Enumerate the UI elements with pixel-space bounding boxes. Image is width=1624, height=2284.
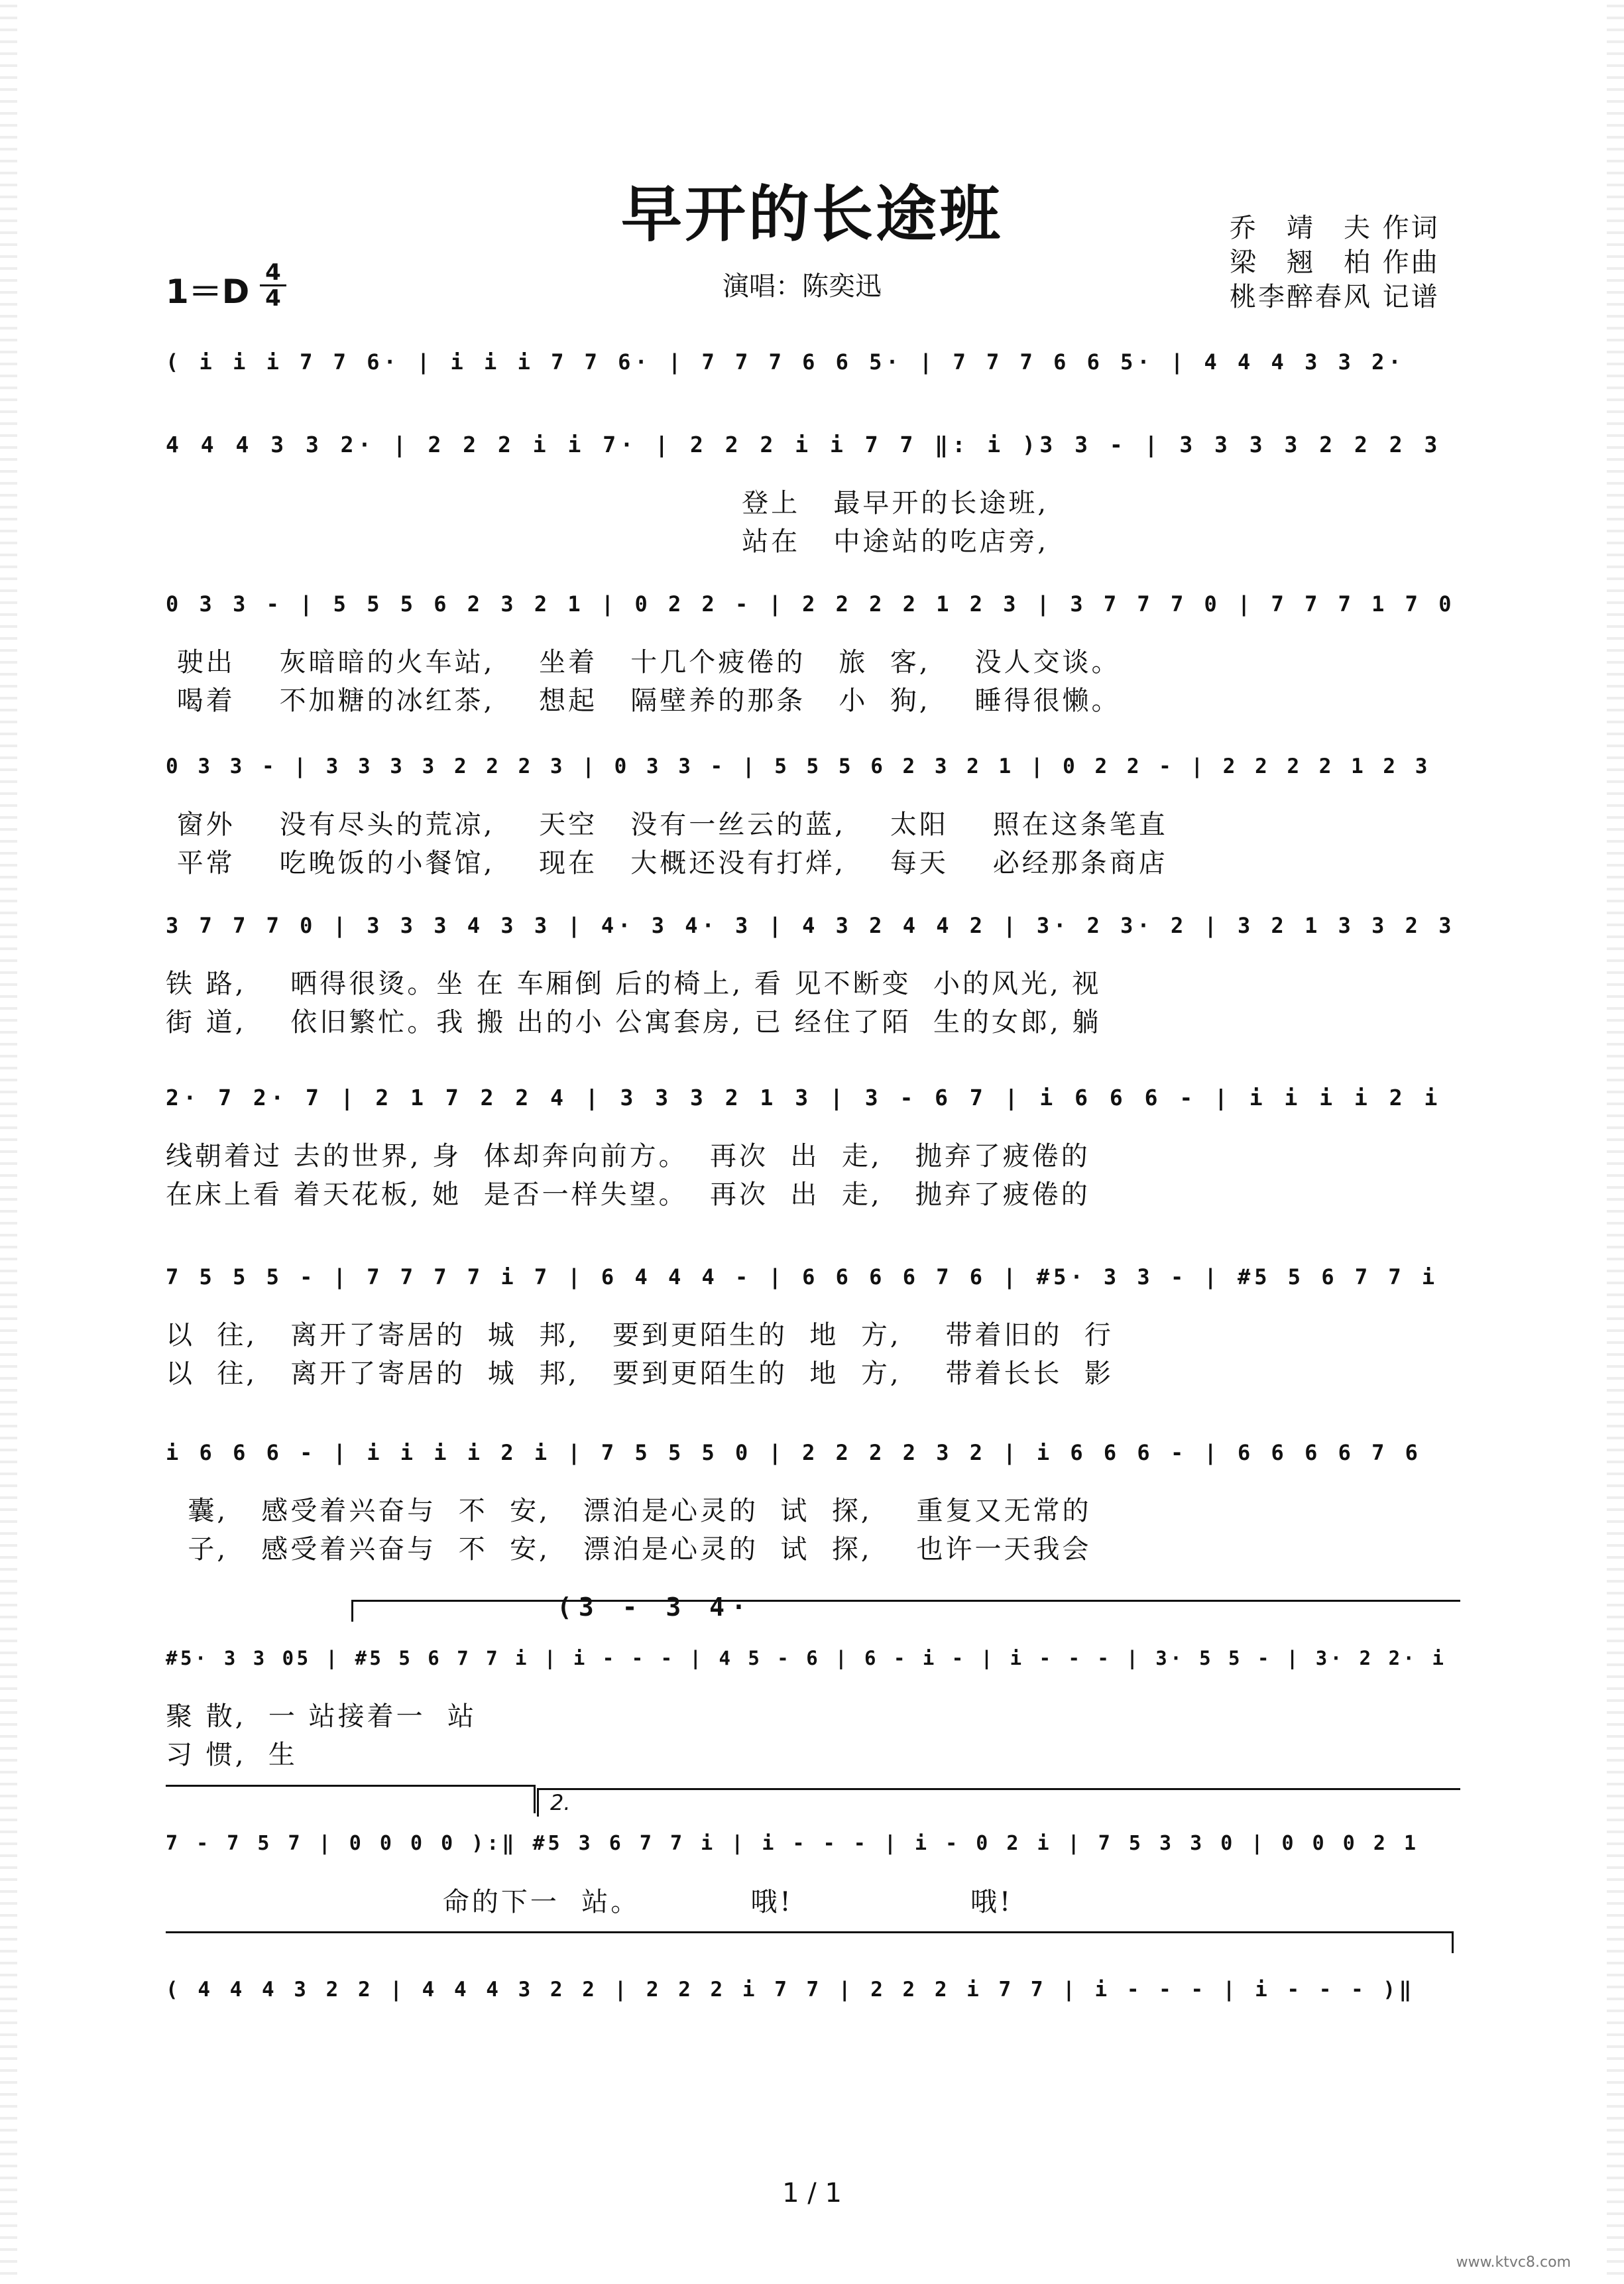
lyricist-credit: 乔 靖 夫 作词 [1230, 213, 1440, 243]
notation-line: ( 4 4 4 3 2 2 | 4 4 4 3 2 2 | 2 2 2 i 7 7 | 2 2 2 i 7 7 | i - - - | i - - - )‖ [166, 1978, 1415, 2002]
notation-line: ( i i i 7 7 6· | i i i 7 7 6· | 7 7 7 6 6 5· | 7 7 7 6 6 5· | 4 4 4 3 3 2· [166, 349, 1405, 375]
lyric-line-verse-1: 聚 散, 一 站接着一 站 [166, 1701, 477, 1732]
second-ending-label: 2. [550, 1790, 571, 1815]
lyric-line-verse-2: 以 往, 离开了寄居的 城 邦, 要到更陌生的 地 方, 带着长长 影 [166, 1358, 1114, 1389]
lyric-line-verse-2: 站在 中途站的吃店旁, [166, 526, 1049, 557]
coda-bracket [166, 1931, 1454, 1953]
first-ending-bracket [166, 1785, 536, 1813]
alternate-notes-label: (3 - 3 4· [557, 1593, 753, 1622]
time-signature [260, 261, 286, 310]
time-signature-bottom: 4 [265, 285, 281, 312]
lyric-line-verse-2: 喝着 不加糖的冰红茶, 想起 隔壁养的那条 小 狗, 睡得很懒。 [166, 686, 1121, 716]
lyric-line-verse-1: 登上 最早开的长途班, [166, 488, 1049, 518]
lyric-line-verse-1: 线朝着过 去的世界, 身 体却奔向前方。 再次 出 走, 抛弃了疲倦的 [166, 1141, 1090, 1172]
singer-credit: 演唱：陈奕迅 [723, 271, 882, 302]
key-signature: 1＝D [166, 272, 250, 311]
page-edge-left [0, 0, 17, 2284]
notation-line: 3 7 7 7 0 | 3 3 3 4 3 3 | 4· 3 4· 3 | 4 3 2 4 4 2 | 3· 2 3· 2 | 3 2 1 3 3 2 3 [166, 913, 1456, 938]
lyric-line-verse-1: 囊, 感受着兴奋与 不 安, 漂泊是心灵的 试 探, 重复又无常的 [166, 1496, 1092, 1526]
notation-line: #5· 3 3 05 | #5 5 6 7 7 i | i - - - | 4 5 - 6 | 6 - i - | i - - - | 3· 5 5 - | 3· 2 2· i [166, 1647, 1447, 1669]
notation-line: 7 5 5 5 - | 7 7 7 7 i 7 | 6 4 4 4 - | 6 6 6 6 7 6 | #5· 3 3 - | #5 5 6 7 7 i [166, 1264, 1439, 1290]
notation-line: 7 - 7 5 7 | 0 0 0 0 ):‖ #5 3 6 7 7 i | i - - - | i - 0 2 i | 7 5 3 3 0 | 0 0 0 2 1 [166, 1832, 1420, 1855]
watermark: www.ktvc8.com [1456, 2254, 1571, 2271]
page-edge-right [1607, 0, 1624, 2284]
notation-line: 0 3 3 - | 5 5 5 6 2 3 2 1 | 0 2 2 - | 2 2 2 2 1 2 3 | 3 7 7 7 0 | 7 7 7 1 7 0 [166, 591, 1456, 617]
notation-line: 0 3 3 - | 3 3 3 3 2 2 2 3 | 0 3 3 - | 5 5 5 6 2 3 2 1 | 0 2 2 - | 2 2 2 2 1 2 3 [166, 754, 1431, 778]
transcriber-credit: 桃李醉春风 记谱 [1230, 282, 1440, 312]
credits [1230, 211, 1440, 314]
volta-bracket [351, 1600, 1460, 1622]
lyric-line-verse-2: 平常 吃晚饭的小餐馆, 现在 大概还没有打烊, 每天 必经那条商店 [166, 848, 1168, 878]
lyric-line-verse-1: 命的下一 站。 哦! 哦! [166, 1887, 1014, 1917]
lyric-line-verse-1: 铁 路, 晒得很烫。坐 在 车厢倒 后的椅上, 看 见不断变 小的风光, 视 [166, 969, 1102, 999]
lyric-line-verse-2: 街 道, 依旧繁忙。我 搬 出的小 公寓套房, 已 经住了陌 生的女郎, 躺 [166, 1007, 1102, 1038]
lyric-line-verse-2: 子, 感受着兴奋与 不 安, 漂泊是心灵的 试 探, 也许一天我会 [166, 1534, 1092, 1565]
notation-line: 4 4 4 3 3 2· | 2 2 2 i i 7· | 2 2 2 i i 7 7 ‖: i )3 3 - | 3 3 3 3 2 2 2 3 [166, 432, 1442, 457]
composer-credit: 梁 翘 柏 作曲 [1230, 247, 1440, 278]
lyric-line-verse-1: 驶出 灰暗暗的火车站, 坐着 十几个疲倦的 旅 客, 没人交谈。 [166, 647, 1121, 678]
lyric-line-verse-1: 以 往, 离开了寄居的 城 邦, 要到更陌生的 地 方, 带着旧的 行 [166, 1320, 1114, 1351]
notation-line: 2· 7 2· 7 | 2 1 7 2 2 4 | 3 3 3 2 1 3 | 3 - 6 7 | i 6 6 6 - | i i i i 2 i [166, 1085, 1442, 1111]
page-number: 1 / 1 [782, 2178, 842, 2208]
lyric-line-verse-1: 窗外 没有尽头的荒凉, 天空 没有一丝云的蓝, 太阳 照在这条笔直 [166, 810, 1168, 840]
second-ending-bracket [537, 1788, 1460, 1817]
lyric-line-verse-2: 习 惯, 生 [166, 1740, 298, 1770]
page-title: 早开的长途班 [620, 178, 1003, 250]
lyric-line-verse-2: 在床上看 着天花板, 她 是否一样失望。 再次 出 走, 抛弃了疲倦的 [166, 1179, 1090, 1210]
time-signature-top: 4 [260, 261, 286, 286]
notation-line: i 6 6 6 - | i i i i 2 i | 7 5 5 5 0 | 2 2 2 2 3 2 | i 6 6 6 - | 6 6 6 6 7 6 [166, 1440, 1422, 1465]
